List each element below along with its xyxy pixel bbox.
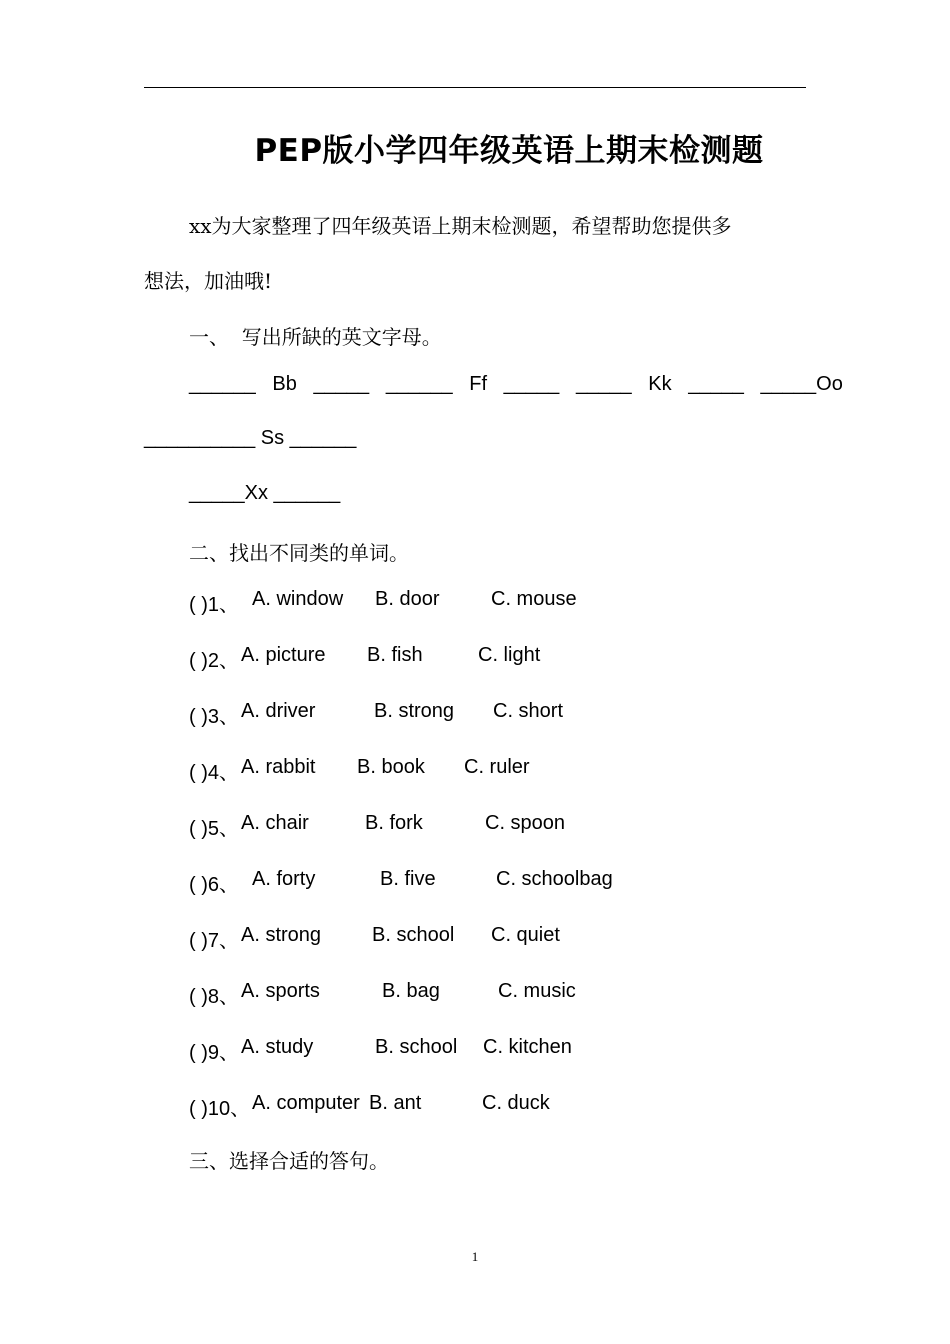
letters-row-1: ______ Bb _____ ______ Ff _____ _____ Kk _____ _____Oo — [189, 373, 843, 395]
option-a: A. window — [252, 588, 344, 610]
option-b: B. fish — [367, 644, 423, 666]
option-a: A. sports — [241, 980, 320, 1002]
question-number: ( )7、 — [189, 930, 239, 952]
option-c: C. ruler — [464, 756, 530, 778]
section3-heading: 三、选择合适的答句。 — [189, 1149, 389, 1173]
header-rule — [144, 87, 806, 88]
intro-paragraph-line1: xx为大家整理了四年级英语上期末检测题，希望帮助您提供多 — [189, 214, 732, 238]
option-b: B. strong — [374, 700, 455, 722]
option-b: B. school — [375, 1036, 458, 1058]
option-b: B. fork — [365, 812, 423, 834]
option-b: B. bag — [382, 980, 440, 1002]
question-number: ( )10、 — [189, 1098, 251, 1120]
question-number: ( )1、 — [189, 594, 239, 616]
letters-row-3: _____Xx ______ — [189, 482, 341, 504]
option-a: A. picture — [241, 644, 326, 666]
option-b: B. five — [380, 868, 436, 890]
option-c: C. kitchen — [483, 1036, 572, 1058]
question-number: ( )9、 — [189, 1042, 239, 1064]
section1-heading: 一、 写出所缺的英文字母。 — [189, 325, 442, 349]
option-a: A. forty — [252, 868, 316, 890]
question-number: ( )3、 — [189, 706, 239, 728]
option-a: A. chair — [241, 812, 309, 834]
option-c: C. schoolbag — [496, 868, 613, 890]
option-c: C. spoon — [485, 812, 566, 834]
option-c: C. short — [493, 700, 564, 722]
option-b: B. ant — [369, 1092, 422, 1114]
option-c: C. mouse — [491, 588, 577, 610]
option-c: C. duck — [482, 1092, 550, 1114]
question-number: ( )8、 — [189, 986, 239, 1008]
option-a: A. study — [241, 1036, 314, 1058]
question-number: ( )6、 — [189, 874, 239, 896]
option-c: C. quiet — [491, 924, 560, 946]
option-b: B. door — [375, 588, 440, 610]
option-b: B. school — [372, 924, 455, 946]
intro-paragraph-line2: 想法，加油哦! — [144, 269, 273, 293]
option-a: A. rabbit — [241, 756, 316, 778]
option-c: C. light — [478, 644, 541, 666]
option-a: A. computer — [252, 1092, 360, 1114]
option-b: B. book — [357, 756, 425, 778]
letters-row-2: __________ Ss ______ — [144, 427, 357, 449]
section2-heading: 二、找出不同类的单词。 — [189, 541, 409, 565]
question-number: ( )2、 — [189, 650, 239, 672]
question-number: ( )4、 — [189, 762, 239, 784]
document-title: PEP版小学四年级英语上期末检测题 — [254, 133, 764, 169]
option-c: C. music — [498, 980, 576, 1002]
question-number: ( )5、 — [189, 818, 239, 840]
page-number: 1 — [471, 1249, 479, 1264]
option-a: A. driver — [241, 700, 316, 722]
option-a: A. strong — [241, 924, 322, 946]
